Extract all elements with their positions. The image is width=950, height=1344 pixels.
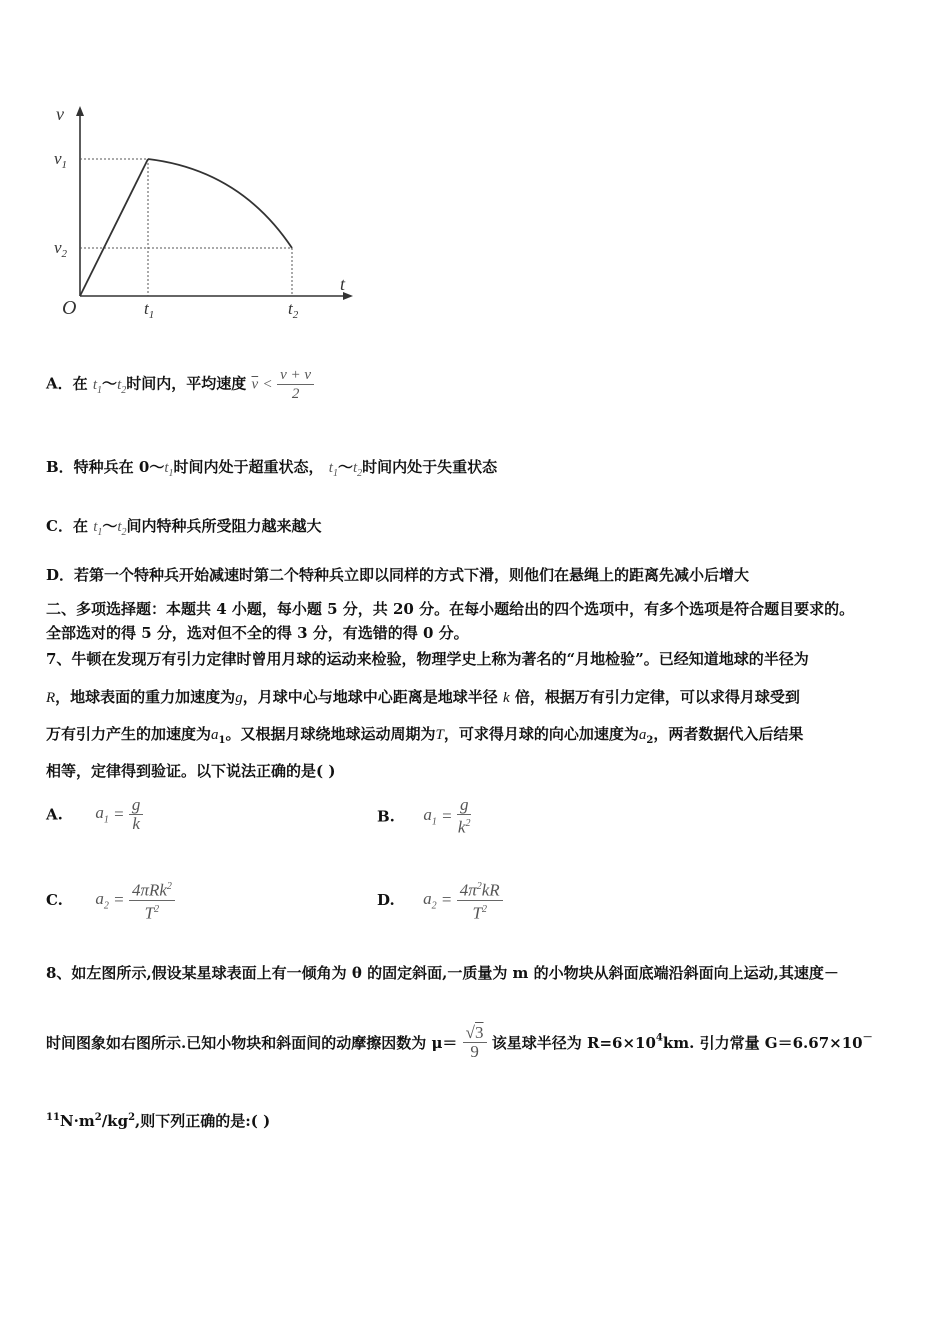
acceleration-segment (80, 159, 148, 296)
q6-option-c: C．在 $t_1\sim t_2$间内特种兵所受阻力越来越大 (46, 517, 322, 538)
q7-option-c: C. $a_2$ = $\frac{4\pi Rk^2}{T^2}$ (46, 878, 175, 922)
q7-stem-line4: 相等，定律得到验证。以下说法正确的是( ) (46, 762, 336, 780)
q7-option-a: A. $a_1$ = $\frac{g}{k}$ (46, 796, 143, 833)
t2-label: $t_2$ (288, 299, 299, 321)
q7-option-d: D. $a_2$ = $\frac{4\pi^2kR}{T^2}$ (377, 878, 503, 922)
q7-option-b: B. $a_1$ = $\frac{g}{k^2}$ (377, 795, 471, 837)
v-axis-arrow (76, 106, 84, 116)
deceleration-curve (148, 159, 292, 248)
q8-stem-line3: $^{11}N\cdot m^2/kg^2$,则下列正确的是:( ) (46, 1112, 271, 1130)
q7-stem-line1: 7、牛顿在发现万有引力定律时曾用月球的运动来检验，物理学史上称为著名的“月地检验”。已经知道地球的半径为 (46, 650, 809, 668)
section2-heading-line2: 全部选对的得 5 分，选对但不全的得 3 分，有选错的得 0 分。 (46, 624, 469, 642)
mean-velocity-fraction: $\frac{v + v}{2}$ (277, 366, 314, 403)
t-axis-label: t (340, 274, 346, 294)
friction-coefficient-fraction: $\frac{√3}{9}$ (463, 1024, 487, 1061)
origin-label: O (62, 297, 77, 319)
v2-label: $v_2$ (54, 238, 68, 260)
q6-option-b: B．特种兵在 $0\sim t_1$时间内处于超重状态， $t_1\sim t_2$时间内处于失重状态 (46, 458, 498, 479)
velocity-time-graph (40, 100, 370, 330)
q8-stem-line1: 8、如左图所示,假设某星球表面上有一倾角为 θ 的固定斜面,一质量为 m 的小物块从斜面底端沿斜面向上运动,其速度－ (46, 964, 839, 982)
v1-label: $v_1$ (54, 149, 68, 171)
q7-stem-line2: R，地球表面的重力加速度为g，月球中心与地球中心距离是地球半径 k 倍，根据万有引力定律，可以求得月球受到 (46, 688, 800, 706)
v-axis-label: v (56, 104, 64, 124)
section2-heading-line1: 二、多项选择题：本题共 4 小题，每小题 5 分，共 20 分。在每小题给出的四个选项中，有多个选项是符合题目要求的。 (46, 600, 855, 618)
q8-stem-line2: 时间图象如右图所示.已知小物块和斜面间的动摩擦因数为 μ＝ $\frac{√3}{9}$ 该星球半径为 $R=6\times 10^4km$. 引力常量 G＝6.67×10－ (46, 1023, 873, 1061)
t1-label: $t_1$ (144, 299, 155, 321)
q6-option-d: D．若第一个特种兵开始减速时第二个特种兵立即以同样的方式下滑，则他们在悬绳上的距离先减小后增大 (46, 566, 750, 584)
q6-option-a: A．在 $t_1\sim t_2$时间内，平均速度 $\overline{v}$ < $\frac{v + v}{2}$ (46, 366, 314, 403)
q7-stem-line3: 万有引力产生的加速度为$a_1$。又根据月球绕地球运动周期为T，可求得月球的向心加速度为$a_2$，两者数据代入后结果 (46, 725, 804, 746)
